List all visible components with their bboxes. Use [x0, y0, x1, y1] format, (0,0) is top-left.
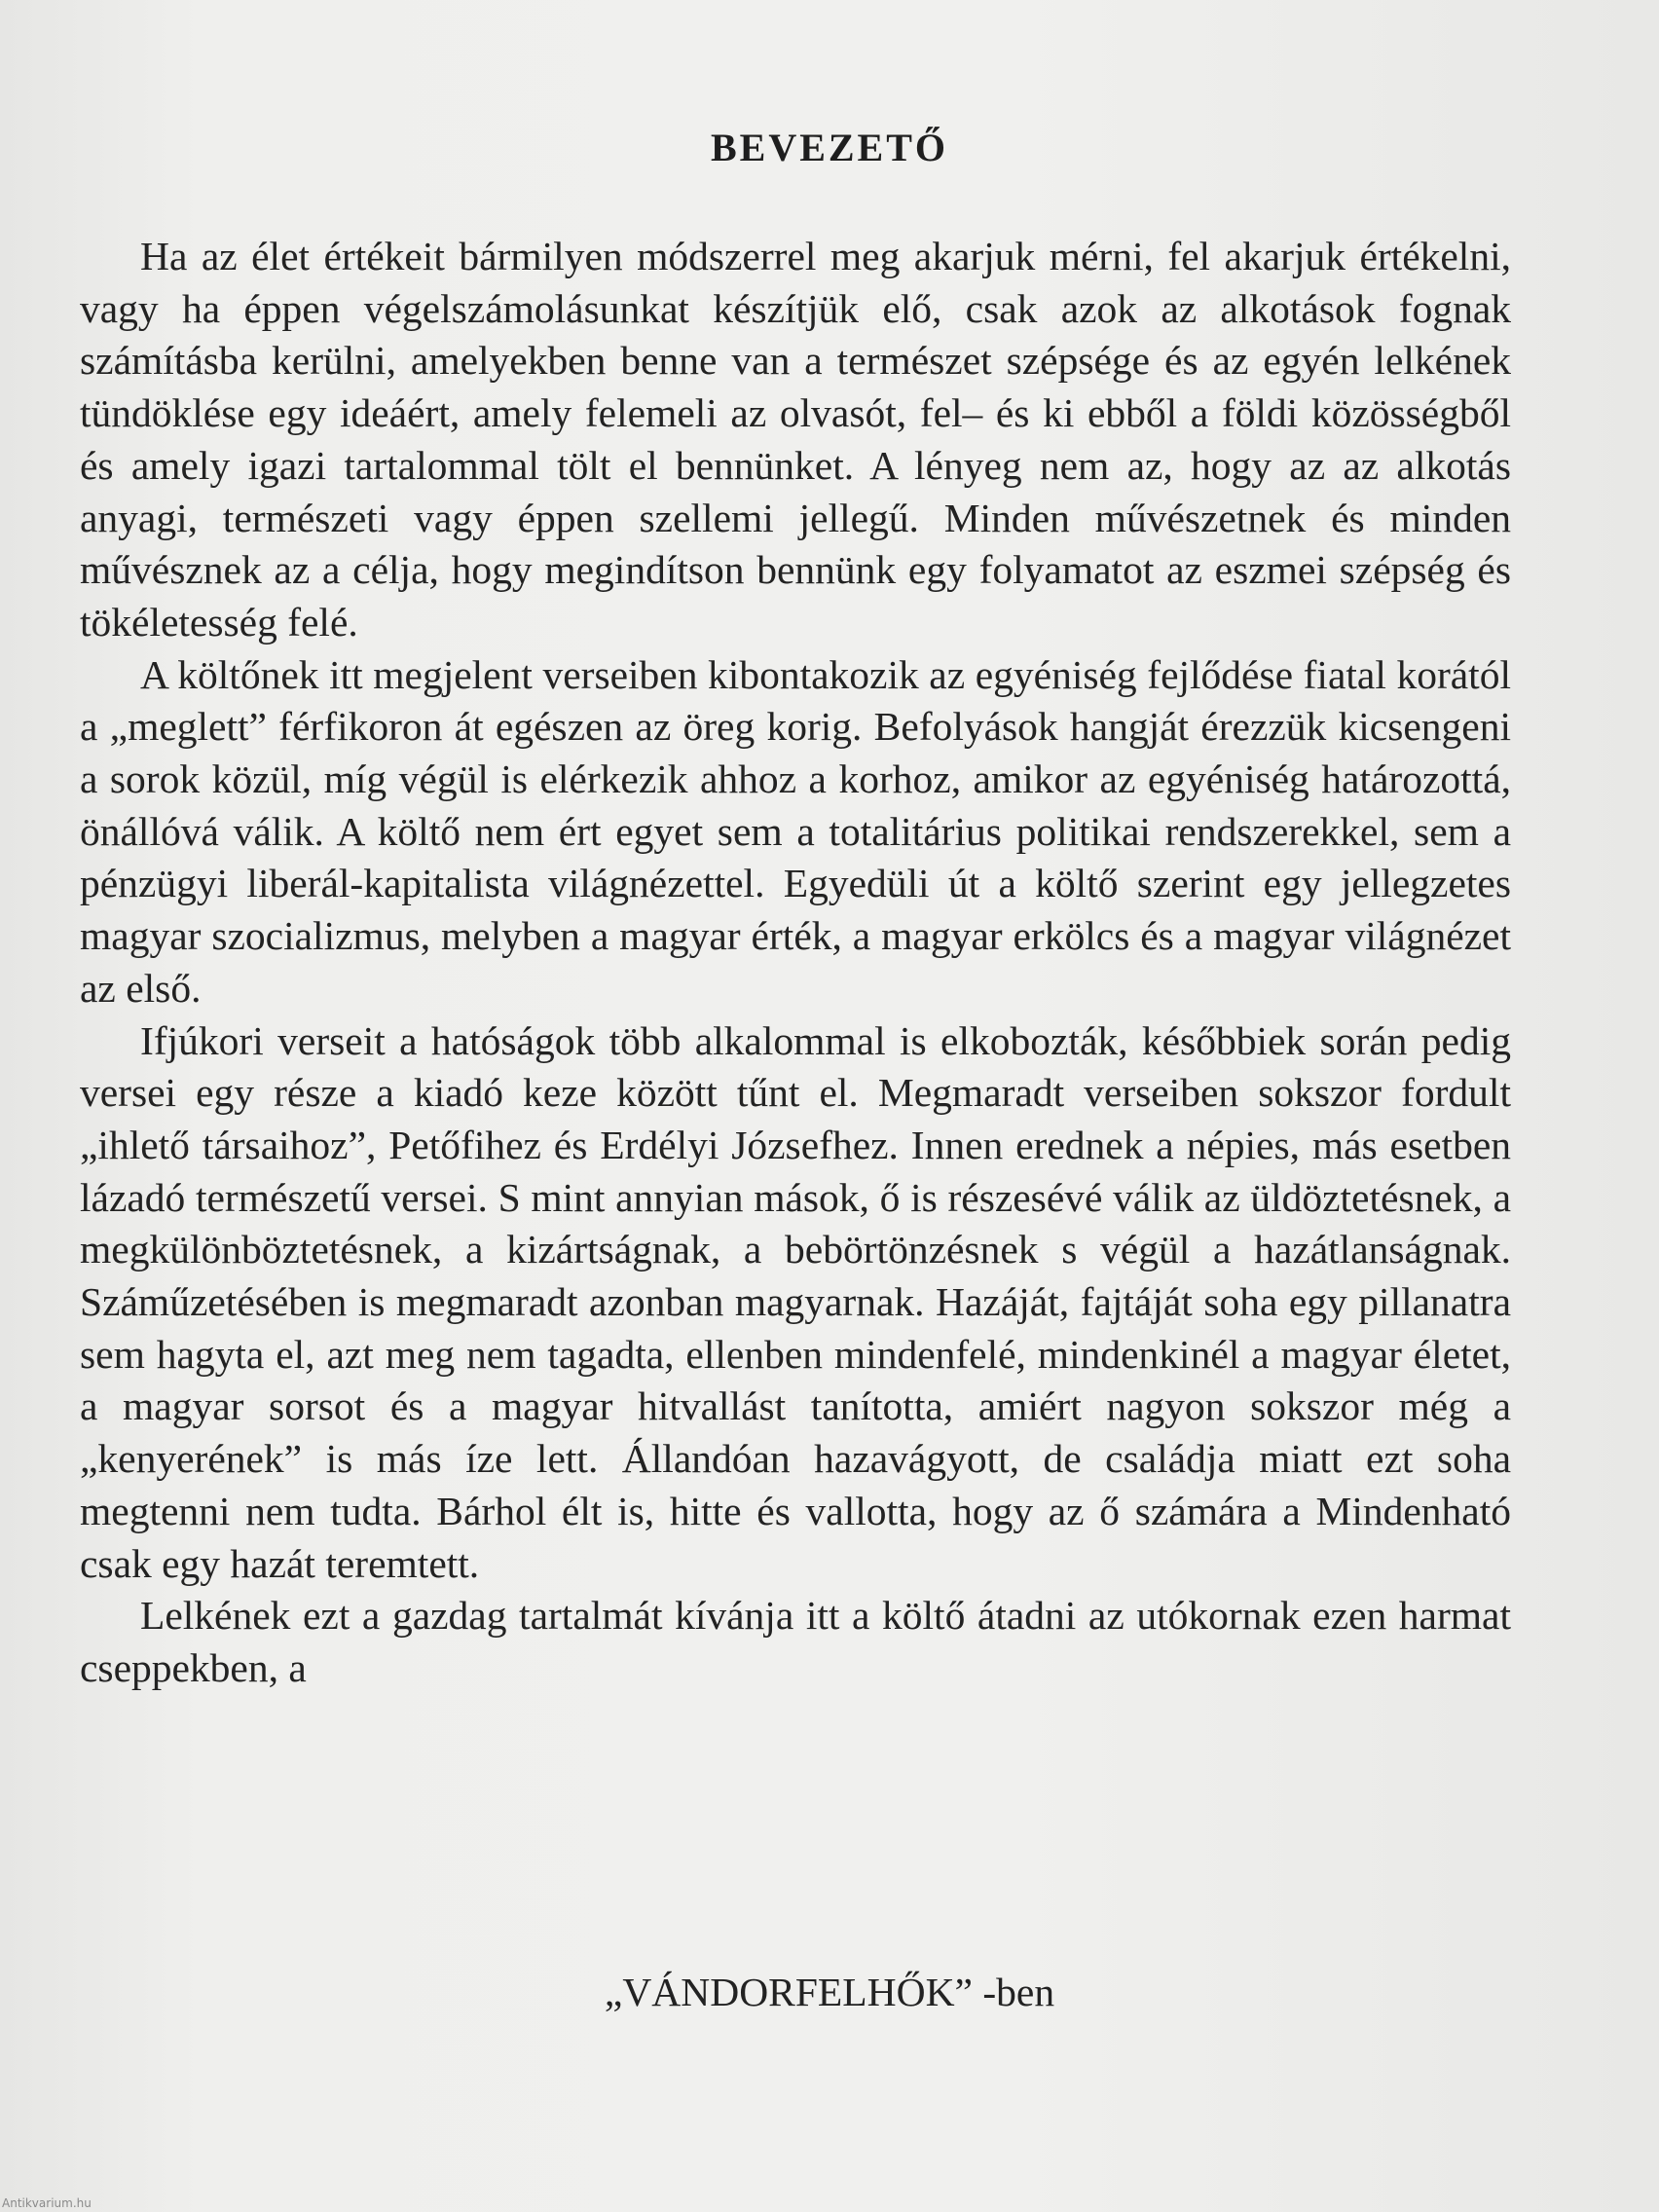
- closing-line: „VÁNDORFELHŐK” -ben: [604, 1970, 1055, 2014]
- paragraph-1: Ha az élet értékeit bármilyen módszerrel meg akarjuk mérni, fel akarjuk értékelni, vagy ha éppen végelszámolásunkat készítjük elő, csak azok az alkotások fognak számításba kerülni, amelyekben benne van a természet szépsége és az egyén lelkének tündöklése egy ideáért, amely felemeli az olvasót, fel– és ki ebből a földi közösségből és amely igazi tartalommal tölt el bennünket. A lényeg nem az, hogy az az alkotás anyagi, természeti vagy éppen szellemi jellegű. Minden művészetnek és minden művésznek az a célja, hogy megindítson bennünk egy folyamatot az eszmei szépség és tökéletesség felé.: [80, 234, 1511, 645]
- paragraph-3: Ifjúkori verseit a hatóságok több alkalommal is elkobozták, későbbiek során pedig versei egy része a kiadó keze között tűnt el. Megmaradt verseiben sokszor fordult „ihlető társaihoz”, Petőfihez és Erdélyi Józsefhez. Innen erednek a népies, más esetben lázadó természetű versei. S mint annyian mások, ő is részesévé válik az üldöztetésnek, a megkülönböztetésnek, a kizártságnak, a bebörtönzésnek s végül a hazátlanságnak. Száműzetésében is megmaradt azonban magyarnak. Hazáját, fajtáját soha egy pillanatra sem hagyta el, azt meg nem tagadta, ellenben mindenfelé, mindenkinél a magyar életet, a magyar sorsot és a magyar hitvallást tanította, amiért nagyon sokszor még a „kenyerének” is más íze lett. Állandóan hazavágyott, de családja miatt ezt soha megtenni nem tudta. Bárhol élt is, hitte és vallotta, hogy az ő számára a Mindenható csak egy hazát teremtett.: [80, 1017, 1511, 1586]
- watermark: Antikvarium.hu: [2, 2196, 92, 2210]
- page-title: BEVEZETŐ: [710, 126, 949, 169]
- paragraph-4: Lelkének ezt a gazdag tartalmát kívánja itt a költő átadni az utókornak ezen harmat cseppekben, a: [80, 1593, 1511, 1690]
- body-text: [80, 231, 1511, 1695]
- paragraph-2: A költőnek itt megjelent verseiben kibontakozik az egyéniség fejlődése fiatal korától a „meglett” férfikoron át egészen az öreg korig. Befolyások hangját érezzük kicsengeni a sorok közül, míg végül is elérkezik ahhoz a korhoz, amikor az egyéniség határozottá, önállóvá válik. A költő nem ért egyet sem a totalitárius politikai rendszerekkel, sem a pénzügyi liberál-kapitalista világnézettel. Egyedüli út a költő szerint egy jellegzetes magyar szocializmus, melyben a magyar érték, a magyar erkölcs és a magyar világnézet az első.: [80, 651, 1511, 1011]
